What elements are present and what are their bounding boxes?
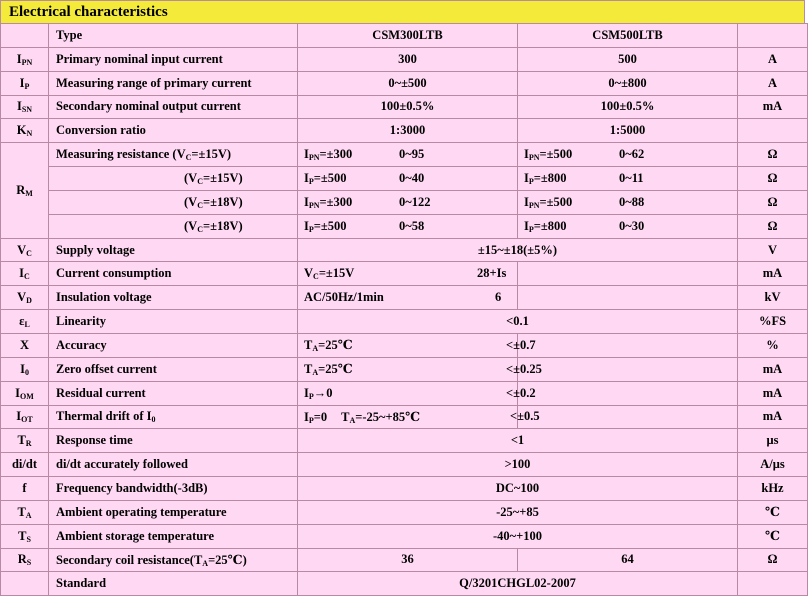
symbol-cell: $I_{SN}$: [1, 95, 49, 119]
symbol-cell: $V_D$: [1, 286, 49, 310]
symbol-cell: $\varepsilon_L$: [1, 310, 49, 334]
parameter-cell: Linearity: [49, 310, 298, 334]
value-csm500: 64: [518, 548, 738, 572]
table-row: [1, 214, 808, 238]
parameter-cell: Frequency bandwidth(-3dB): [49, 477, 298, 501]
value-cell: 6: [518, 286, 738, 310]
unit-cell: A/μs: [738, 453, 808, 477]
value-shared: -40~+100: [298, 524, 738, 548]
unit-cell: Ω: [738, 143, 808, 167]
unit-cell: μs: [738, 429, 808, 453]
value-cell: <±0.25: [518, 357, 738, 381]
value-csm300: $I_P=\pm 500$ 0~40: [298, 167, 518, 191]
value-csm300: $I_{PN}=\pm 300$ 0~122: [298, 190, 518, 214]
unit-cell: ℃: [738, 524, 808, 548]
value-cell: 28+Is: [518, 262, 738, 286]
value-csm500: $I_P=\pm 800$ 0~11: [518, 167, 738, 191]
condition-cell: $T_A=25℃$: [298, 333, 518, 357]
symbol-cell: $K_N$: [1, 119, 49, 143]
unit-cell: V: [738, 238, 808, 262]
table-row: [1, 333, 808, 357]
unit-cell: ℃: [738, 500, 808, 524]
table-row: [1, 95, 808, 119]
condition-cell: $V_C=\pm 15V$: [298, 262, 518, 286]
value-csm300: 36: [298, 548, 518, 572]
symbol-cell: $T_S$: [1, 524, 49, 548]
table-row: [1, 500, 808, 524]
table-row: [1, 429, 808, 453]
value-csm300: 300: [298, 47, 518, 71]
parameter-cell: Secondary coil $resistance(T_A=25℃)$: [49, 548, 298, 572]
unit-cell: [738, 572, 808, 596]
table-row: [1, 71, 808, 95]
value-cell: <±0.5: [518, 405, 738, 429]
table-row: [1, 477, 808, 501]
value-csm500: 100±0.5%: [518, 95, 738, 119]
model-csm300-header: CSM300LTB: [298, 24, 518, 48]
value-csm500: $I_{PN}=\pm 500$ 0~62: [518, 143, 738, 167]
unit-cell: A: [738, 71, 808, 95]
parameter-cell: Measuring range of primary current: [49, 71, 298, 95]
value-csm300: $I_{PN}=\pm 300$ 0~95: [298, 143, 518, 167]
symbol-cell: $R_S$: [1, 548, 49, 572]
symbol-cell: $I_0$: [1, 357, 49, 381]
symbol-cell-rm: $R_M$: [1, 143, 49, 238]
value-csm500: 500: [518, 47, 738, 71]
value-shared: ±15~±18(±5%): [298, 238, 738, 262]
condition-cell: $T_A=25℃$: [298, 357, 518, 381]
value-csm300: 100±0.5%: [298, 95, 518, 119]
symbol-cell: $I_C$: [1, 262, 49, 286]
unit-header-cell: [738, 24, 808, 48]
parameter-cell: Thermal drift of $I_0$: [49, 405, 298, 429]
header-row: [1, 24, 808, 48]
symbol-cell: $I_{PN}$: [1, 47, 49, 71]
characteristics-table: [0, 23, 808, 596]
value-shared: <0.1: [298, 310, 738, 334]
value-cell: <±0.7: [518, 333, 738, 357]
table-row: [1, 357, 808, 381]
parameter-cell: Ambient storage temperature: [49, 524, 298, 548]
parameter-cell: Zero offset current: [49, 357, 298, 381]
model-csm500-header: CSM500LTB: [518, 24, 738, 48]
unit-cell: mA: [738, 262, 808, 286]
unit-cell: Ω: [738, 167, 808, 191]
table-row: [1, 47, 808, 71]
symbol-cell: f: [1, 477, 49, 501]
value-shared: -25~+85: [298, 500, 738, 524]
value-cell: <±0.2: [518, 381, 738, 405]
unit-cell: Ω: [738, 214, 808, 238]
table-row: [1, 524, 808, 548]
symbol-cell: di/dt: [1, 453, 49, 477]
parameter-cell: Secondary nominal output current: [49, 95, 298, 119]
condition-cell: $I_P=0$ $T_A=-25\sim+85℃$: [298, 405, 518, 429]
parameter-cell: $(V_C=\pm 18V)$: [49, 190, 298, 214]
unit-cell: mA: [738, 381, 808, 405]
symbol-cell: $I_{OT}$: [1, 405, 49, 429]
unit-cell: mA: [738, 405, 808, 429]
symbol-cell: $V_C$: [1, 238, 49, 262]
symbol-header-cell: [1, 24, 49, 48]
value-csm300: 0~±500: [298, 71, 518, 95]
section-title: Electrical characteristics: [0, 0, 805, 24]
table-row: [1, 167, 808, 191]
unit-cell: mA: [738, 357, 808, 381]
table-row: [1, 262, 808, 286]
parameter-cell: Ambient operating temperature: [49, 500, 298, 524]
value-csm500: $I_P=\pm 800$ 0~30: [518, 214, 738, 238]
symbol-cell: $T_A$: [1, 500, 49, 524]
parameter-cell: Response time: [49, 429, 298, 453]
unit-cell: A: [738, 47, 808, 71]
table-row: [1, 310, 808, 334]
parameter-cell: Current consumption: [49, 262, 298, 286]
type-header: Type: [49, 24, 298, 48]
parameter-cell: Standard: [49, 572, 298, 596]
symbol-cell: $I_{OM}$: [1, 381, 49, 405]
value-csm300: 1:3000: [298, 119, 518, 143]
table-row: [1, 190, 808, 214]
table-row: [1, 548, 808, 572]
unit-cell: Ω: [738, 548, 808, 572]
table-row: [1, 238, 808, 262]
value-csm500: $I_{PN}=\pm 500$ 0~88: [518, 190, 738, 214]
table-row: [1, 286, 808, 310]
parameter-cell: di/dt accurately followed: [49, 453, 298, 477]
unit-cell: %FS: [738, 310, 808, 334]
unit-cell: %: [738, 333, 808, 357]
condition-cell: $I_P\to 0$: [298, 381, 518, 405]
parameter-cell: $(V_C=\pm 18V)$: [49, 214, 298, 238]
parameter-cell: Primary nominal input current: [49, 47, 298, 71]
parameter-cell: Supply voltage: [49, 238, 298, 262]
condition-cell: AC/50Hz/1min: [298, 286, 518, 310]
value-shared: DC~100: [298, 477, 738, 501]
symbol-cell: [1, 572, 49, 596]
table-row: [1, 572, 808, 596]
value-shared: Q/3201CHGL02-2007: [298, 572, 738, 596]
value-csm500: 0~±800: [518, 71, 738, 95]
value-csm300: $I_P=\pm 500$ 0~58: [298, 214, 518, 238]
parameter-cell: Accuracy: [49, 333, 298, 357]
unit-cell: Ω: [738, 190, 808, 214]
value-shared: <1: [298, 429, 738, 453]
value-csm500: 1:5000: [518, 119, 738, 143]
unit-cell: kV: [738, 286, 808, 310]
parameter-cell: Insulation voltage: [49, 286, 298, 310]
parameter-cell: Measuring resistance $(V_C=\pm 15V)$: [49, 143, 298, 167]
table-row: [1, 143, 808, 167]
parameter-cell: Residual current: [49, 381, 298, 405]
parameter-cell: $(V_C=\pm 15V)$: [49, 167, 298, 191]
unit-cell: kHz: [738, 477, 808, 501]
parameter-cell: Conversion ratio: [49, 119, 298, 143]
table-row: [1, 119, 808, 143]
table-row: [1, 453, 808, 477]
unit-cell: [738, 119, 808, 143]
unit-cell: mA: [738, 95, 808, 119]
table-row: [1, 405, 808, 429]
symbol-cell: $T_R$: [1, 429, 49, 453]
symbol-cell: X: [1, 333, 49, 357]
table-row: [1, 381, 808, 405]
value-shared: >100: [298, 453, 738, 477]
symbol-cell: $I_P$: [1, 71, 49, 95]
